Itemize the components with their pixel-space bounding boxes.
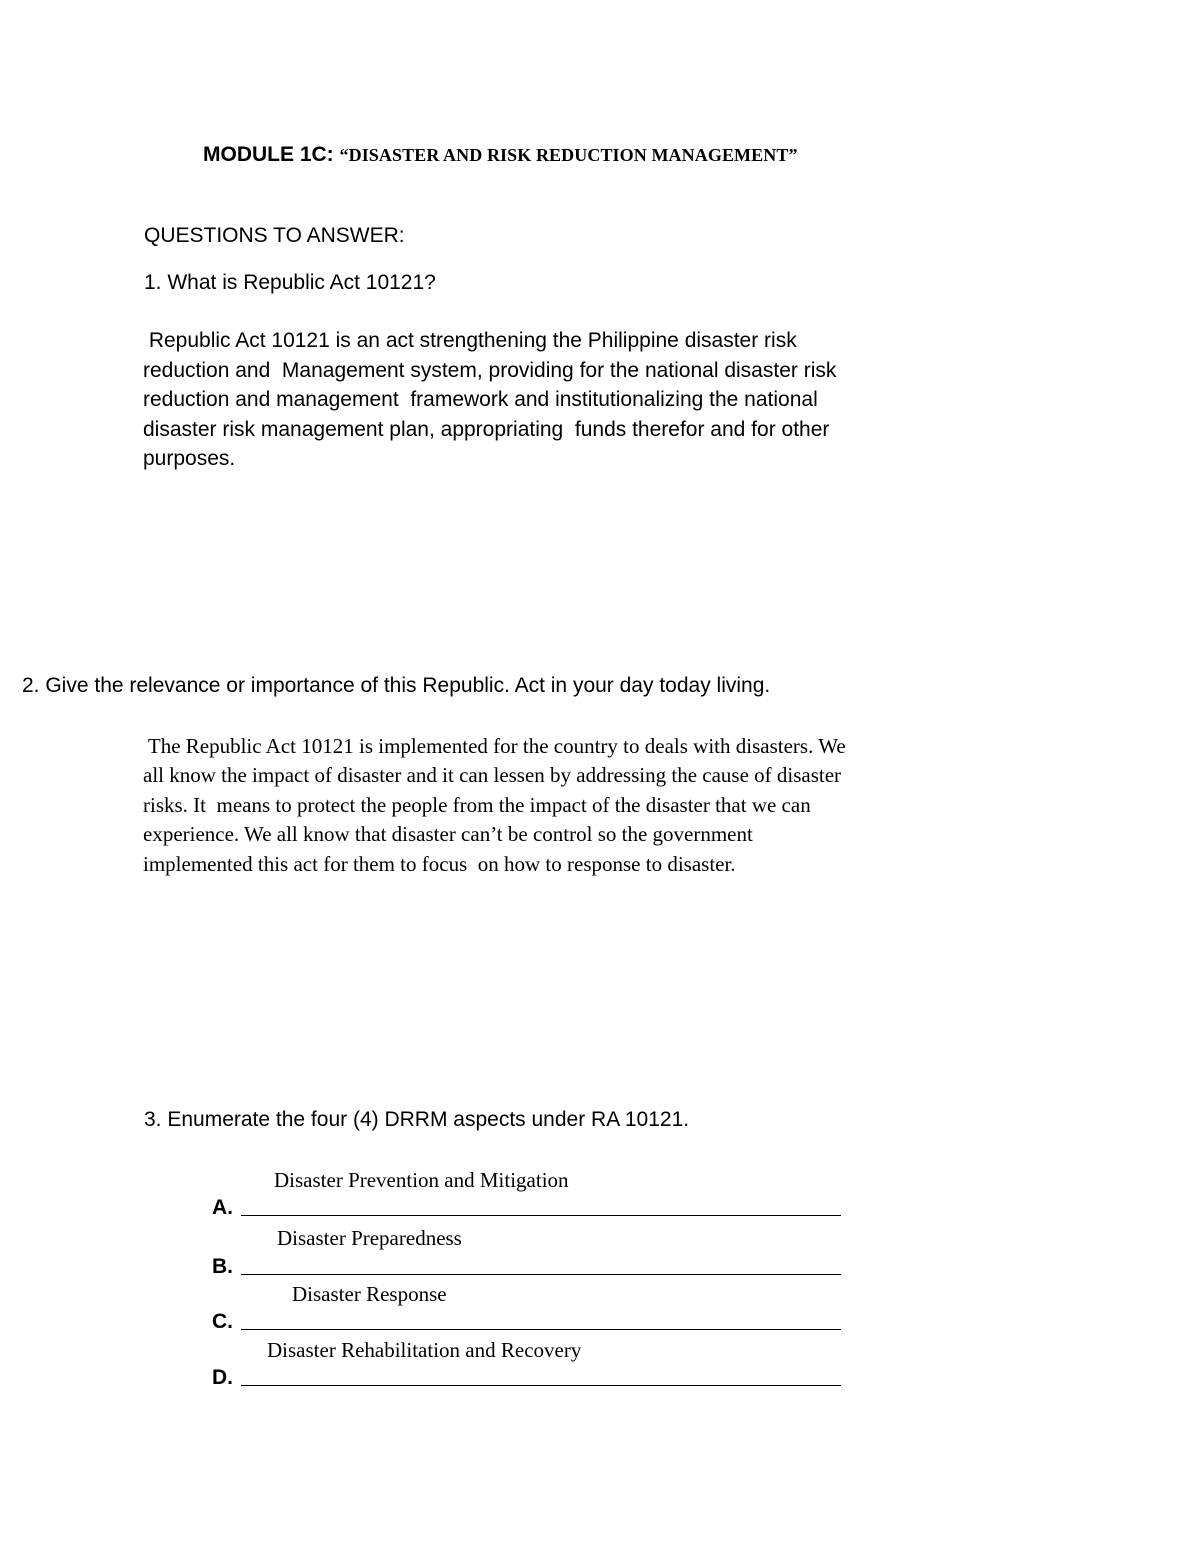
question-2: 2. Give the relevance or importance of this Republic. Act in your day today living.	[22, 674, 771, 697]
aspect-a-row	[212, 1196, 841, 1220]
questions-header: QUESTIONS TO ANSWER:	[144, 224, 405, 247]
aspect-c-answer: Disaster Response	[292, 1282, 447, 1306]
aspect-a-answer: Disaster Prevention and Mitigation	[274, 1168, 569, 1192]
answer-2-line: all know the impact of disaster and it can lessen by addressing the cause of disaster	[143, 763, 842, 788]
answer-1-line: Republic Act 10121 is an act strengthening the Philippine disaster risk	[143, 329, 797, 352]
answer-1-line: purposes.	[143, 447, 236, 471]
answer-1	[143, 326, 943, 474]
question-1: 1. What is Republic Act 10121?	[144, 271, 436, 294]
aspect-c-blank-line	[241, 1328, 841, 1330]
aspect-c-row	[212, 1310, 841, 1334]
aspect-a-letter: A.	[212, 1196, 233, 1219]
aspect-d-blank-line	[241, 1384, 841, 1386]
aspect-b-answer: Disaster Preparedness	[277, 1226, 462, 1250]
answer-2	[143, 732, 963, 879]
aspect-c-letter: C.	[212, 1310, 233, 1333]
answer-2-line: implemented this act for them to focus on how to response to disaster.	[143, 851, 736, 876]
aspect-d-answer: Disaster Rehabilitation and Recovery	[267, 1338, 582, 1362]
answer-2-line: risks. It means to protect the people from the impact of the disaster that we can	[143, 792, 811, 817]
answer-1-line: reduction and management framework and institutionalizing the national	[143, 388, 818, 412]
aspect-b-letter: B.	[212, 1255, 233, 1278]
aspect-b-row	[212, 1255, 841, 1279]
answer-1-line: disaster risk management plan, appropriating funds therefor and for other	[143, 417, 830, 441]
aspect-a-blank-line	[241, 1214, 841, 1216]
question-3: 3. Enumerate the four (4) DRRM aspects under RA 10121.	[144, 1108, 690, 1131]
aspect-d-row	[212, 1366, 841, 1390]
answer-1-line: reduction and Management system, providing for the national disaster risk	[143, 358, 837, 382]
answer-2-line: experience. We all know that disaster can’t be control so the government	[143, 822, 753, 847]
module-title	[203, 142, 798, 167]
answer-2-line: The Republic Act 10121 is implemented for the country to deals with disasters. We	[143, 734, 846, 758]
aspect-d-letter: D.	[212, 1366, 233, 1389]
module-title-prefix: MODULE 1C:	[203, 143, 340, 166]
module-title-main: “DISASTER AND RISK REDUCTION MANAGEMENT”	[339, 145, 798, 165]
aspect-b-blank-line	[241, 1273, 841, 1275]
